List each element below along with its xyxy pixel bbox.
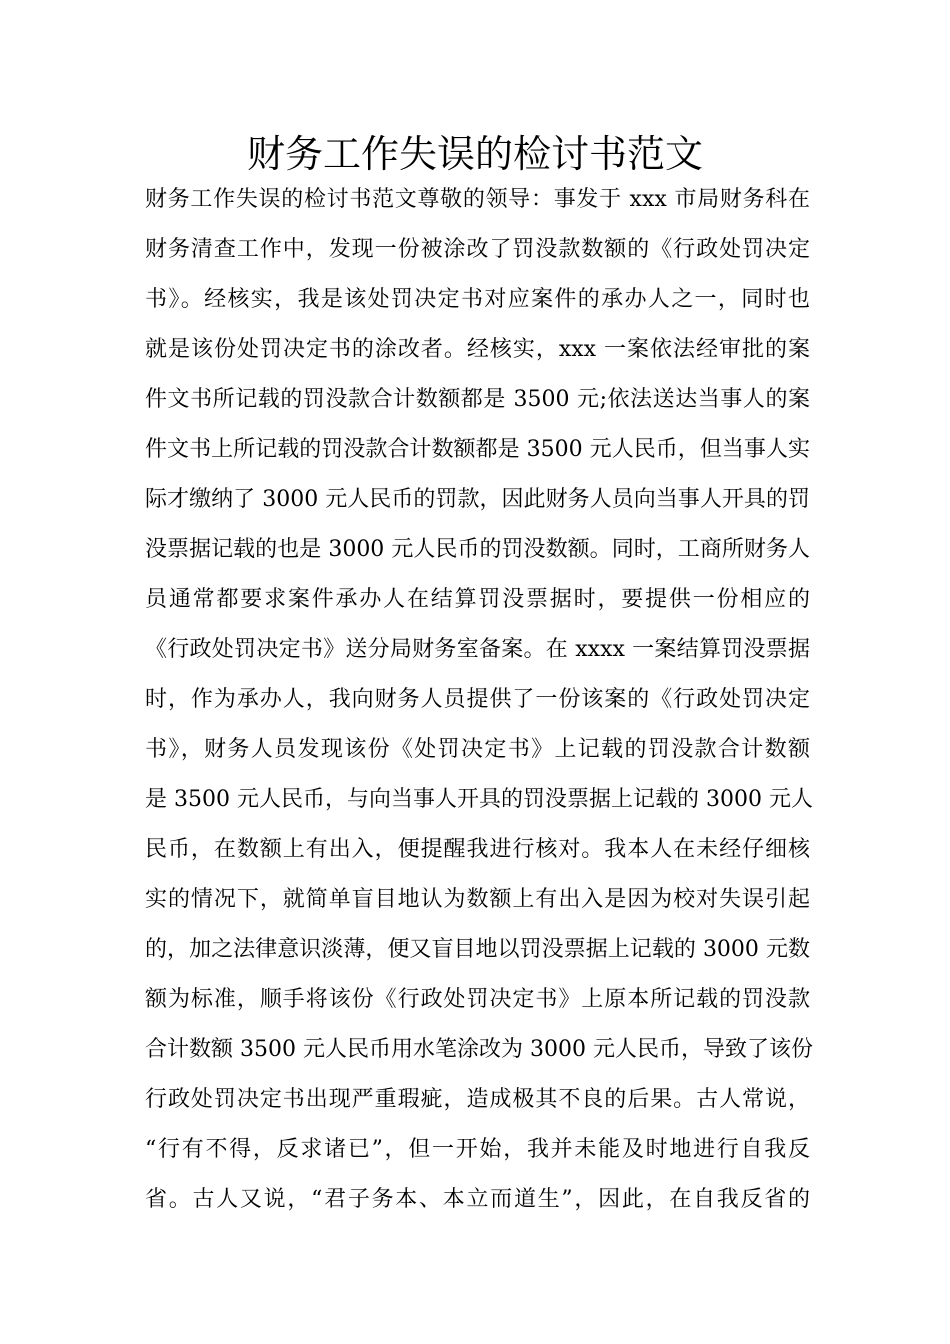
body-line: 件文书上所记载的罚没款合计数额都是 3500 元人民币，但当事人实: [145, 437, 810, 462]
body-line: 书》，财务人员发现该份《处罚决定书》上记载的罚没款合计数额: [145, 737, 810, 762]
body-line: 际才缴纳了 3000 元人民币的罚款，因此财务人员向当事人开具的罚: [145, 487, 810, 512]
body-line: 的，加之法律意识淡薄，便又盲目地以罚没票据上记载的 3000 元数: [145, 937, 810, 962]
body-line: 合计数额 3500 元人民币用水笔涂改为 3000 元人民币，导致了该份: [145, 1037, 813, 1062]
body-line: 件文书所记载的罚没款合计数额都是 3500 元;依法送达当事人的案: [145, 387, 810, 412]
document-title: 财务工作失误的检讨书范文: [246, 132, 703, 176]
body-line: 财务工作失误的检讨书范文尊敬的领导：事发于 xxx 市局财务科在: [145, 187, 810, 212]
body-line: 书》。经核实，我是该处罚决定书对应案件的承办人之一，同时也: [145, 287, 810, 312]
body-line: 是 3500 元人民币，与向当事人开具的罚没票据上记载的 3000 元人: [145, 787, 813, 812]
body-line: 额为标准，顺手将该份《行政处罚决定书》上原本所记载的罚没款: [145, 987, 810, 1012]
body-line: “行有不得，反求诸已”，但一开始，我并未能及时地进行自我反: [145, 1137, 810, 1162]
body-line: 行政处罚决定书出现严重瑕疵，造成极其不良的后果。古人常说，: [145, 1087, 810, 1112]
body-line: 时，作为承办人，我向财务人员提供了一份该案的《行政处罚决定: [145, 687, 810, 712]
document-body: [145, 175, 813, 1225]
body-line: 就是该份处罚决定书的涂改者。经核实，xxx 一案依法经审批的案: [145, 337, 810, 362]
body-line: 省。古人又说，“君子务本、本立而道生”，因此，在自我反省的: [145, 1187, 810, 1212]
body-line: 民币，在数额上有出入，便提醒我进行核对。我本人在未经仔细核: [145, 837, 810, 862]
body-line: 财务清查工作中，发现一份被涂改了罚没款数额的《行政处罚决定: [145, 237, 810, 262]
body-line: 实的情况下，就简单盲目地认为数额上有出入是因为校对失误引起: [145, 887, 810, 912]
body-line: 员通常都要求案件承办人在结算罚没票据时，要提供一份相应的: [145, 587, 810, 612]
body-line: 《行政处罚决定书》送分局财务室备案。在 xxxx 一案结算罚没票据: [145, 637, 810, 662]
body-line: 没票据记载的也是 3000 元人民币的罚没数额。同时，工商所财务人: [145, 537, 810, 562]
